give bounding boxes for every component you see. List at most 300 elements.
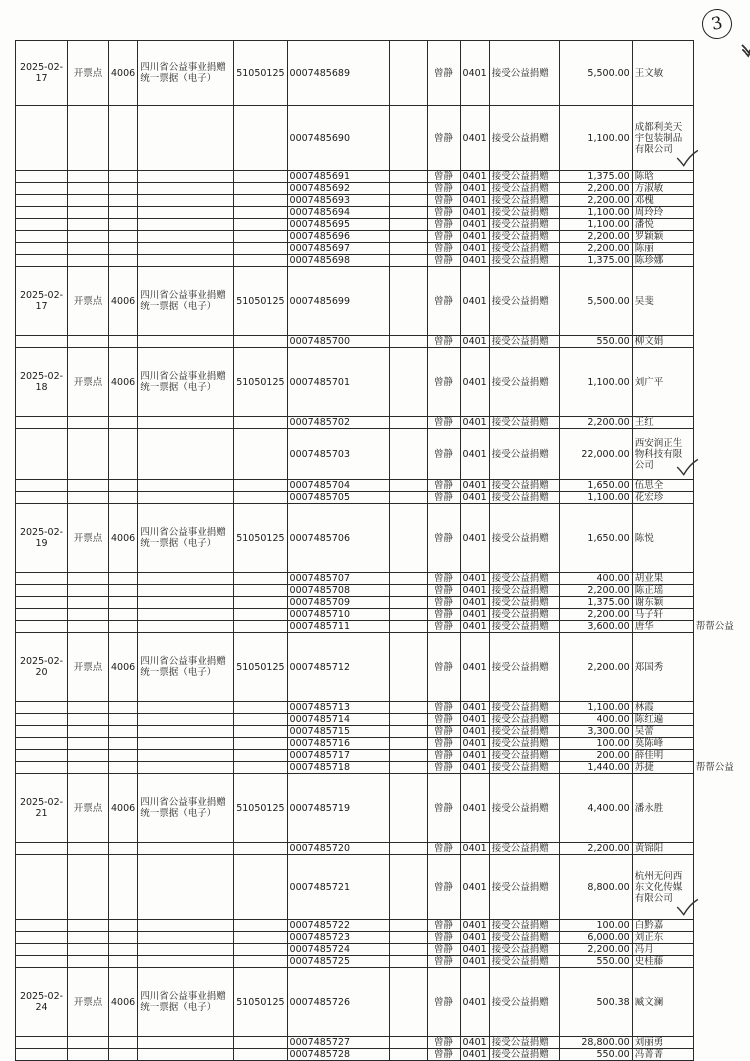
empty-cell xyxy=(138,956,234,968)
empty-cell xyxy=(389,956,427,968)
donation-ledger-table xyxy=(15,40,737,1061)
note-cell xyxy=(693,336,736,348)
category-code-cell: 0401 xyxy=(460,609,489,621)
empty-cell xyxy=(68,480,109,492)
amount-cell: 1,100.00 xyxy=(559,702,632,714)
empty-cell xyxy=(16,702,68,714)
receipt-number-cell: 0007485705 xyxy=(287,492,389,504)
receipt-type-cell: 四川省公益事业捐赠统一票据（电子） xyxy=(138,774,234,843)
category-code-cell: 0401 xyxy=(460,738,489,750)
table-row xyxy=(16,573,737,585)
empty-cell xyxy=(389,762,427,774)
check-mark-icon xyxy=(740,42,750,57)
donor-cell xyxy=(632,609,693,621)
receipt-number-cell: 0007485726 xyxy=(287,968,389,1037)
empty-cell xyxy=(68,336,109,348)
donor-name: 史桂藤 xyxy=(634,956,664,967)
amount-cell: 5,500.00 xyxy=(559,267,632,336)
category-code-cell: 0401 xyxy=(460,348,489,417)
clerk-cell: 曾静 xyxy=(427,219,460,231)
empty-cell xyxy=(138,843,234,855)
point-code-cell: 4006 xyxy=(109,633,138,702)
amount-cell: 550.00 xyxy=(559,336,632,348)
clerk-cell: 曾静 xyxy=(427,480,460,492)
empty-cell xyxy=(389,621,427,633)
category-code-cell: 0401 xyxy=(460,702,489,714)
empty-cell xyxy=(138,573,234,585)
empty-cell xyxy=(109,920,138,932)
table-row xyxy=(16,944,737,956)
donor-name: 花宏珍 xyxy=(634,492,664,503)
table-row xyxy=(16,750,737,762)
receipt-number-cell: 0007485704 xyxy=(287,480,389,492)
empty-cell xyxy=(389,932,427,944)
note-cell xyxy=(693,714,736,726)
note-cell xyxy=(693,855,736,920)
table-row xyxy=(16,968,737,1037)
empty-cell xyxy=(389,855,427,920)
donor-cell xyxy=(632,932,693,944)
donor-cell xyxy=(632,183,693,195)
category-code-cell: 0401 xyxy=(460,480,489,492)
empty-cell xyxy=(68,714,109,726)
note-cell xyxy=(693,492,736,504)
donor-cell xyxy=(632,714,693,726)
category-code-cell: 0401 xyxy=(460,504,489,573)
item-cell: 接受公益捐赠 xyxy=(489,348,559,417)
item-cell: 接受公益捐赠 xyxy=(489,336,559,348)
empty-cell xyxy=(16,1037,68,1049)
empty-cell xyxy=(234,336,287,348)
empty-cell xyxy=(389,585,427,597)
receipt-number-cell: 0007485724 xyxy=(287,944,389,956)
donor-cell xyxy=(632,1049,693,1061)
receipt-number-cell: 0007485714 xyxy=(287,714,389,726)
empty-cell xyxy=(234,573,287,585)
empty-cell xyxy=(16,609,68,621)
empty-cell xyxy=(234,956,287,968)
clerk-cell: 曾静 xyxy=(427,1037,460,1049)
receipt-number-cell: 0007485717 xyxy=(287,750,389,762)
clerk-cell: 曾静 xyxy=(427,726,460,738)
clerk-cell: 曾静 xyxy=(427,633,460,702)
empty-cell xyxy=(389,633,427,702)
donor-name: 王红 xyxy=(634,417,654,428)
donor-name: 唐华 xyxy=(634,621,654,632)
donor-name: 林霞 xyxy=(634,702,654,713)
note-cell xyxy=(693,195,736,207)
donor-name: 胡业果 xyxy=(634,573,664,584)
table-row xyxy=(16,429,737,480)
receipt-number-cell: 0007485710 xyxy=(287,609,389,621)
empty-cell xyxy=(68,762,109,774)
empty-cell xyxy=(138,429,234,480)
donor-cell xyxy=(632,843,693,855)
empty-cell xyxy=(68,855,109,920)
empty-cell xyxy=(234,219,287,231)
category-code-cell: 0401 xyxy=(460,585,489,597)
empty-cell xyxy=(138,762,234,774)
empty-cell xyxy=(138,714,234,726)
empty-cell xyxy=(68,1049,109,1061)
note-cell xyxy=(693,750,736,762)
receipt-number-cell: 0007485692 xyxy=(287,183,389,195)
category-code-cell: 0401 xyxy=(460,219,489,231)
amount-cell: 2,200.00 xyxy=(559,944,632,956)
table-row xyxy=(16,702,737,714)
table-row xyxy=(16,207,737,219)
item-cell: 接受公益捐赠 xyxy=(489,702,559,714)
note-cell xyxy=(693,207,736,219)
item-cell: 接受公益捐赠 xyxy=(489,480,559,492)
donor-name: 王文敏 xyxy=(634,67,664,79)
table-row xyxy=(16,609,737,621)
item-cell: 接受公益捐赠 xyxy=(489,573,559,585)
receipt-number-cell: 0007485712 xyxy=(287,633,389,702)
category-code-cell: 0401 xyxy=(460,41,489,106)
point-code-cell: 4006 xyxy=(109,267,138,336)
clerk-cell: 曾静 xyxy=(427,504,460,573)
empty-cell xyxy=(234,714,287,726)
note-cell xyxy=(693,171,736,183)
empty-cell xyxy=(16,207,68,219)
empty-cell xyxy=(68,231,109,243)
note-cell xyxy=(693,41,736,106)
table-row xyxy=(16,231,737,243)
page-number: 3 xyxy=(699,6,735,42)
empty-cell xyxy=(68,738,109,750)
note-cell: 帮帮公益 xyxy=(695,621,734,632)
donor-name: 杭州无问西东文化传媒有限公司 xyxy=(634,870,683,904)
clerk-cell: 曾静 xyxy=(427,774,460,843)
empty-cell xyxy=(68,106,109,171)
note-cell xyxy=(693,429,736,480)
item-cell: 接受公益捐赠 xyxy=(489,738,559,750)
amount-cell: 1,650.00 xyxy=(559,480,632,492)
empty-cell xyxy=(234,183,287,195)
date-cell: 2025-02-17 xyxy=(16,267,68,336)
batch-code-cell: 51050125 xyxy=(234,633,287,702)
donor-name: 臧文澜 xyxy=(634,996,664,1008)
item-cell: 接受公益捐赠 xyxy=(489,855,559,920)
item-cell: 接受公益捐赠 xyxy=(489,429,559,480)
empty-cell xyxy=(234,597,287,609)
receipt-number-cell: 0007485711 xyxy=(287,621,389,633)
amount-cell: 1,100.00 xyxy=(559,492,632,504)
empty-cell xyxy=(138,1037,234,1049)
item-cell: 接受公益捐赠 xyxy=(489,41,559,106)
empty-cell xyxy=(16,714,68,726)
empty-cell xyxy=(234,750,287,762)
item-cell: 接受公益捐赠 xyxy=(489,843,559,855)
donor-name: 成都利美天宇包装制品有限公司 xyxy=(634,121,683,155)
point-code-cell: 4006 xyxy=(109,348,138,417)
empty-cell xyxy=(234,207,287,219)
clerk-cell: 曾静 xyxy=(427,492,460,504)
category-code-cell: 0401 xyxy=(460,1049,489,1061)
empty-cell xyxy=(138,597,234,609)
donor-cell xyxy=(632,348,693,417)
empty-cell xyxy=(389,243,427,255)
empty-cell xyxy=(389,702,427,714)
table-row xyxy=(16,243,737,255)
donor-cell xyxy=(632,255,693,267)
empty-cell xyxy=(109,944,138,956)
empty-cell xyxy=(68,1037,109,1049)
amount-cell: 3,300.00 xyxy=(559,726,632,738)
note-cell xyxy=(693,956,736,968)
receipt-number-cell: 0007485689 xyxy=(287,41,389,106)
clerk-cell: 曾静 xyxy=(427,585,460,597)
amount-cell: 8,800.00 xyxy=(559,855,632,920)
empty-cell xyxy=(234,726,287,738)
clerk-cell: 曾静 xyxy=(427,738,460,750)
empty-cell xyxy=(138,183,234,195)
empty-cell xyxy=(234,944,287,956)
empty-cell xyxy=(109,492,138,504)
date-cell: 2025-02-19 xyxy=(16,504,68,573)
amount-cell: 1,375.00 xyxy=(559,255,632,267)
item-cell: 接受公益捐赠 xyxy=(489,585,559,597)
empty-cell xyxy=(389,573,427,585)
note-cell xyxy=(693,920,736,932)
empty-cell xyxy=(109,231,138,243)
clerk-cell: 曾静 xyxy=(427,762,460,774)
empty-cell xyxy=(234,932,287,944)
empty-cell xyxy=(109,183,138,195)
note-cell xyxy=(693,702,736,714)
empty-cell xyxy=(389,417,427,429)
empty-cell xyxy=(234,243,287,255)
clerk-cell: 曾静 xyxy=(427,348,460,417)
empty-cell xyxy=(109,255,138,267)
donor-name: 柳文娟 xyxy=(634,336,664,347)
clerk-cell: 曾静 xyxy=(427,597,460,609)
donor-name: 方淑敏 xyxy=(634,183,664,194)
note-cell xyxy=(693,480,736,492)
amount-cell: 1,100.00 xyxy=(559,348,632,417)
empty-cell xyxy=(389,750,427,762)
empty-cell xyxy=(109,956,138,968)
category-code-cell: 0401 xyxy=(460,1037,489,1049)
empty-cell xyxy=(389,183,427,195)
item-cell: 接受公益捐赠 xyxy=(489,504,559,573)
empty-cell xyxy=(389,920,427,932)
batch-code-cell: 51050125 xyxy=(234,41,287,106)
empty-cell xyxy=(16,1049,68,1061)
empty-cell xyxy=(234,920,287,932)
donor-name: 邓槐 xyxy=(634,195,654,206)
category-code-cell: 0401 xyxy=(460,243,489,255)
empty-cell xyxy=(389,944,427,956)
empty-cell xyxy=(68,956,109,968)
table-row xyxy=(16,171,737,183)
donor-cell xyxy=(632,621,693,633)
receipt-number-cell: 0007485716 xyxy=(287,738,389,750)
amount-cell: 1,100.00 xyxy=(559,207,632,219)
category-code-cell: 0401 xyxy=(460,597,489,609)
empty-cell xyxy=(16,429,68,480)
amount-cell: 1,375.00 xyxy=(559,171,632,183)
receipt-number-cell: 0007485701 xyxy=(287,348,389,417)
donor-cell xyxy=(632,585,693,597)
empty-cell xyxy=(109,726,138,738)
item-cell: 接受公益捐赠 xyxy=(489,417,559,429)
item-cell: 接受公益捐赠 xyxy=(489,171,559,183)
point-code-cell: 4006 xyxy=(109,968,138,1037)
clerk-cell: 曾静 xyxy=(427,106,460,171)
issue-point-cell: 开票点 xyxy=(68,267,109,336)
donor-cell xyxy=(632,106,693,171)
note-cell xyxy=(693,504,736,573)
donor-name: 苏捷 xyxy=(634,762,654,773)
receipt-number-cell: 0007485723 xyxy=(287,932,389,944)
amount-cell: 1,440.00 xyxy=(559,762,632,774)
note-cell: 帮帮公益 xyxy=(695,762,734,773)
empty-cell xyxy=(109,106,138,171)
item-cell: 接受公益捐赠 xyxy=(489,956,559,968)
empty-cell xyxy=(68,750,109,762)
receipt-number-cell: 0007485706 xyxy=(287,504,389,573)
empty-cell xyxy=(16,255,68,267)
item-cell: 接受公益捐赠 xyxy=(489,1037,559,1049)
empty-cell xyxy=(389,336,427,348)
batch-code-cell: 51050125 xyxy=(234,504,287,573)
item-cell: 接受公益捐赠 xyxy=(489,243,559,255)
donor-name: 陈正瑶 xyxy=(634,585,664,596)
clerk-cell: 曾静 xyxy=(427,336,460,348)
empty-cell xyxy=(109,585,138,597)
empty-cell xyxy=(138,855,234,920)
empty-cell xyxy=(16,726,68,738)
receipt-number-cell: 0007485694 xyxy=(287,207,389,219)
amount-cell: 1,100.00 xyxy=(559,219,632,231)
donor-name: 郑国秀 xyxy=(634,661,664,673)
donor-cell xyxy=(632,750,693,762)
empty-cell xyxy=(109,762,138,774)
table-row xyxy=(16,336,737,348)
donor-name: 陈红遍 xyxy=(634,714,664,725)
donor-name: 白黔嘉 xyxy=(634,920,664,931)
item-cell: 接受公益捐赠 xyxy=(489,106,559,171)
empty-cell xyxy=(138,585,234,597)
receipt-number-cell: 0007485698 xyxy=(287,255,389,267)
table-row xyxy=(16,762,737,774)
donor-name: 刘丽勇 xyxy=(634,1037,664,1048)
clerk-cell: 曾静 xyxy=(427,932,460,944)
donor-cell xyxy=(632,429,693,480)
empty-cell xyxy=(389,774,427,843)
check-mark-icon xyxy=(675,457,699,477)
amount-cell: 2,200.00 xyxy=(559,633,632,702)
item-cell: 接受公益捐赠 xyxy=(489,774,559,843)
donor-name: 潘悦 xyxy=(634,219,654,230)
item-cell: 接受公益捐赠 xyxy=(489,932,559,944)
note-cell xyxy=(693,106,736,171)
amount-cell: 3,600.00 xyxy=(559,621,632,633)
table-row xyxy=(16,585,737,597)
empty-cell xyxy=(389,726,427,738)
issue-point-cell: 开票点 xyxy=(68,41,109,106)
amount-cell: 5,500.00 xyxy=(559,41,632,106)
empty-cell xyxy=(389,267,427,336)
category-code-cell: 0401 xyxy=(460,231,489,243)
empty-cell xyxy=(109,1037,138,1049)
receipt-number-cell: 0007485715 xyxy=(287,726,389,738)
empty-cell xyxy=(138,106,234,171)
donor-cell xyxy=(632,336,693,348)
note-cell xyxy=(693,348,736,417)
empty-cell xyxy=(68,597,109,609)
table-row xyxy=(16,956,737,968)
receipt-number-cell: 0007485718 xyxy=(287,762,389,774)
receipt-type-cell: 四川省公益事业捐赠统一票据（电子） xyxy=(138,968,234,1037)
receipt-number-cell: 0007485695 xyxy=(287,219,389,231)
table-row xyxy=(16,267,737,336)
empty-cell xyxy=(138,726,234,738)
empty-cell xyxy=(234,1049,287,1061)
empty-cell xyxy=(109,195,138,207)
empty-cell xyxy=(16,932,68,944)
category-code-cell: 0401 xyxy=(460,336,489,348)
donor-cell xyxy=(632,762,693,774)
empty-cell xyxy=(16,585,68,597)
empty-cell xyxy=(16,573,68,585)
amount-cell: 2,200.00 xyxy=(559,843,632,855)
empty-cell xyxy=(16,243,68,255)
empty-cell xyxy=(389,1049,427,1061)
empty-cell xyxy=(16,171,68,183)
empty-cell xyxy=(234,609,287,621)
item-cell: 接受公益捐赠 xyxy=(489,633,559,702)
category-code-cell: 0401 xyxy=(460,932,489,944)
date-cell: 2025-02-17 xyxy=(16,41,68,106)
empty-cell xyxy=(109,171,138,183)
donor-name: 黄锦阳 xyxy=(634,843,664,854)
empty-cell xyxy=(389,171,427,183)
amount-cell: 2,200.00 xyxy=(559,195,632,207)
receipt-number-cell: 0007485720 xyxy=(287,843,389,855)
empty-cell xyxy=(389,429,427,480)
empty-cell xyxy=(234,702,287,714)
clerk-cell: 曾静 xyxy=(427,855,460,920)
point-code-cell: 4006 xyxy=(109,41,138,106)
empty-cell xyxy=(234,429,287,480)
table-row xyxy=(16,774,737,843)
receipt-number-cell: 0007485721 xyxy=(287,855,389,920)
empty-cell xyxy=(234,843,287,855)
empty-cell xyxy=(68,609,109,621)
category-code-cell: 0401 xyxy=(460,195,489,207)
donor-cell xyxy=(632,956,693,968)
empty-cell xyxy=(68,183,109,195)
empty-cell xyxy=(109,243,138,255)
donor-cell xyxy=(632,417,693,429)
item-cell: 接受公益捐赠 xyxy=(489,609,559,621)
category-code-cell: 0401 xyxy=(460,183,489,195)
note-cell xyxy=(693,968,736,1037)
table-row xyxy=(16,1049,737,1061)
clerk-cell: 曾静 xyxy=(427,195,460,207)
note-cell xyxy=(693,633,736,702)
note-cell xyxy=(693,932,736,944)
donor-cell xyxy=(632,207,693,219)
donor-cell xyxy=(632,774,693,843)
table-row xyxy=(16,597,737,609)
empty-cell xyxy=(234,762,287,774)
item-cell: 接受公益捐赠 xyxy=(489,267,559,336)
empty-cell xyxy=(16,738,68,750)
